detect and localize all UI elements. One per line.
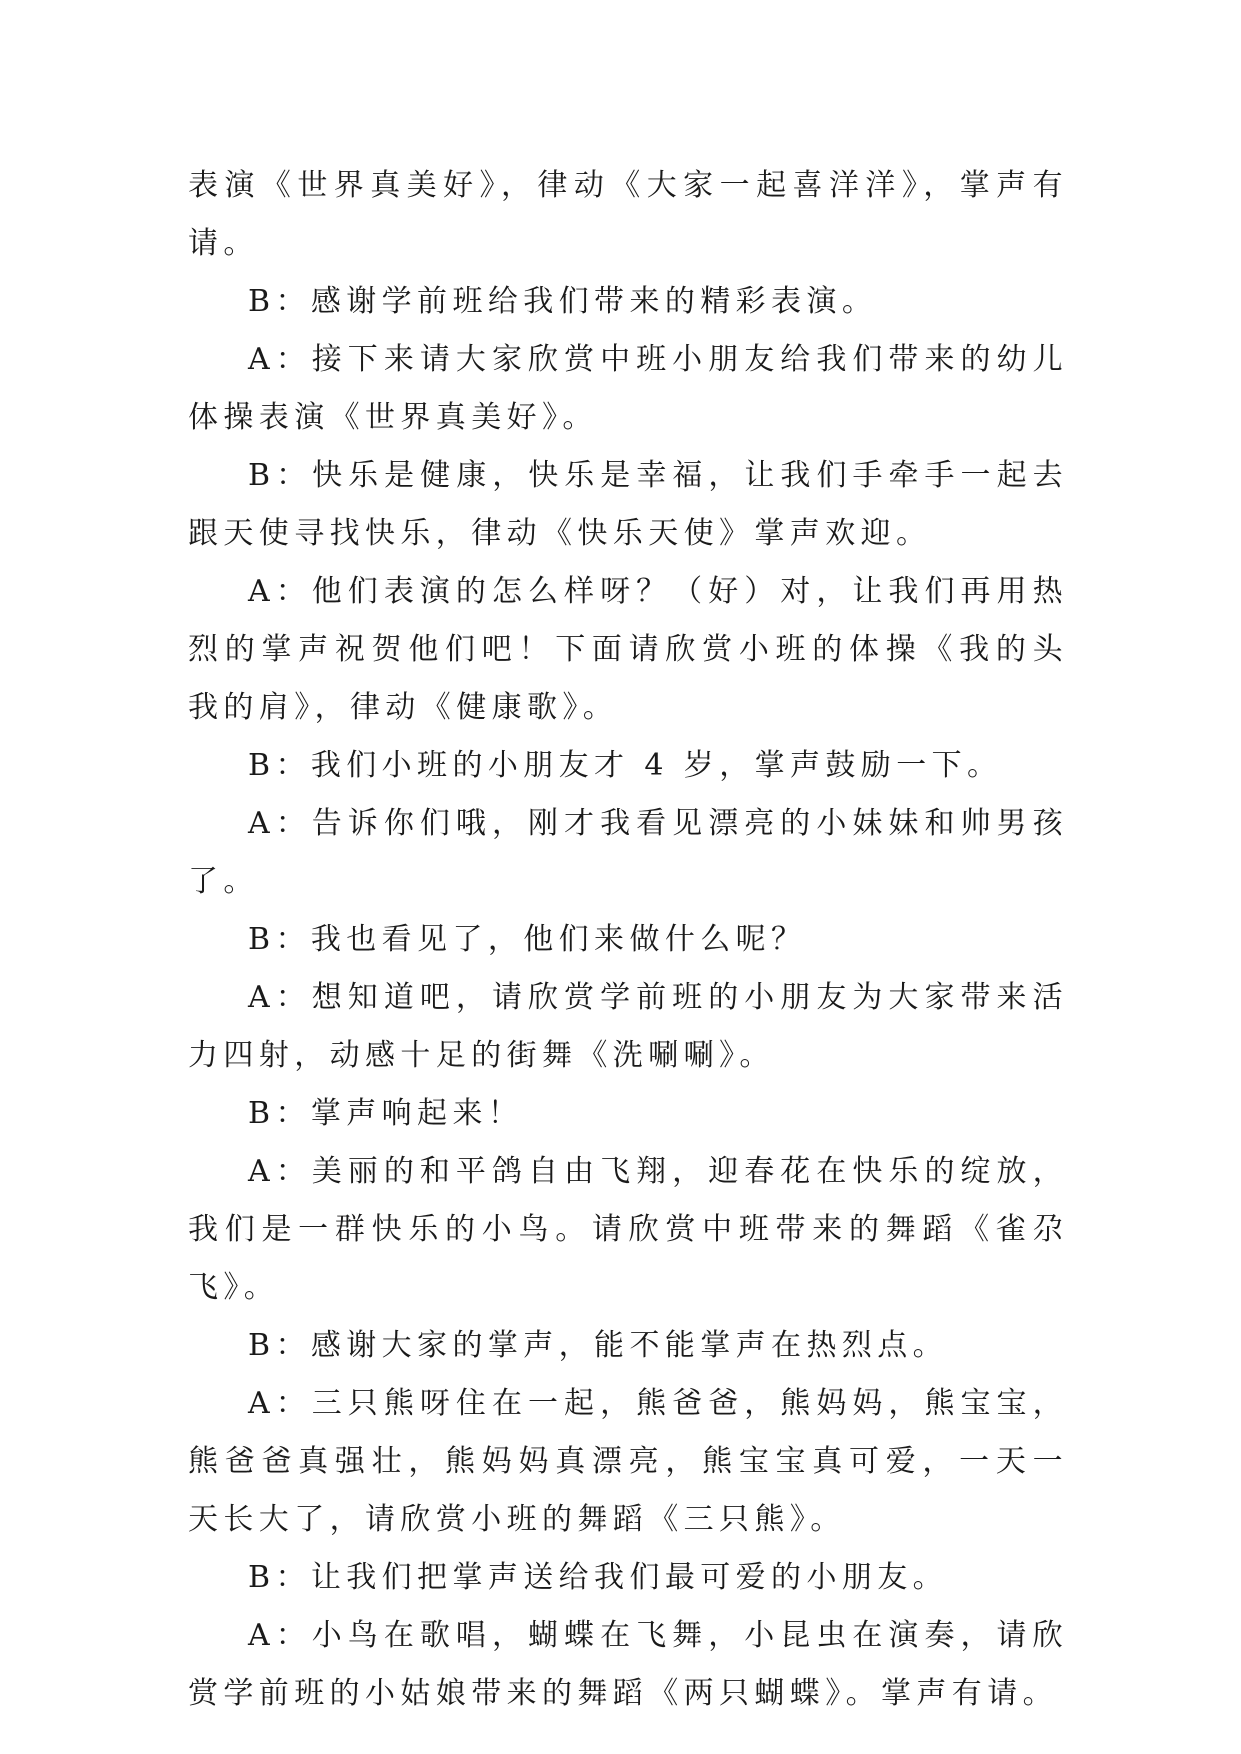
paragraph-2: B：感谢学前班给我们带来的精彩表演。 [248,284,878,319]
paragraph-6: B：我们小班的小朋友才 4 岁，掌声鼓励一下。 [248,748,1003,783]
paragraph-4: B：快乐是健康，快乐是幸福，让我们手牵手一起去跟天使寻找快乐，律动《快乐天使》掌声欢迎。 [188,458,1068,551]
paragraph-11: A：美丽的和平鸽自由飞翔，迎春花在快乐的绽放，我们是一群快乐的小鸟。请欣赏中班带来的舞蹈《雀尕飞》。 [188,1154,1068,1305]
paragraph-10: B：掌声响起来！ [248,1096,524,1131]
paragraph-3: A：接下来请大家欣赏中班小朋友给我们带来的幼儿体操表演《世界真美好》。 [188,342,1068,435]
paragraph-13: A：三只熊呀住在一起，熊爸爸，熊妈妈，熊宝宝，熊爸爸真强壮，熊妈妈真漂亮，熊宝宝真可爱，一天一天长大了，请欣赏小班的舞蹈《三只熊》。 [188,1386,1068,1537]
paragraph-5: A：他们表演的怎么样呀？（好）对，让我们再用热烈的掌声祝贺他们吧！下面请欣赏小班的体操《我的头我的肩》，律动《健康歌》。 [188,574,1068,725]
paragraph-9: A：想知道吧，请欣赏学前班的小朋友为大家带来活力四射，动感十足的街舞《洗唰唰》。 [188,980,1068,1073]
document-body [188,157,1068,1723]
paragraph-15: A：小鸟在歌唱，蝴蝶在飞舞，小昆虫在演奏，请欣赏学前班的小姑娘带来的舞蹈《两只蝴蝶》。掌声有请。 [188,1618,1068,1711]
paragraph-1: 表演《世界真美好》，律动《大家一起喜洋洋》，掌声有请。 [188,168,1068,261]
paragraph-14: B：让我们把掌声送给我们最可爱的小朋友。 [248,1560,949,1595]
paragraph-8: B：我也看见了，他们来做什么呢？ [248,922,807,957]
paragraph-12: B：感谢大家的掌声，能不能掌声在热烈点。 [248,1328,949,1363]
paragraph-7: A：告诉你们哦，刚才我看见漂亮的小妹妹和帅男孩了。 [188,806,1068,899]
